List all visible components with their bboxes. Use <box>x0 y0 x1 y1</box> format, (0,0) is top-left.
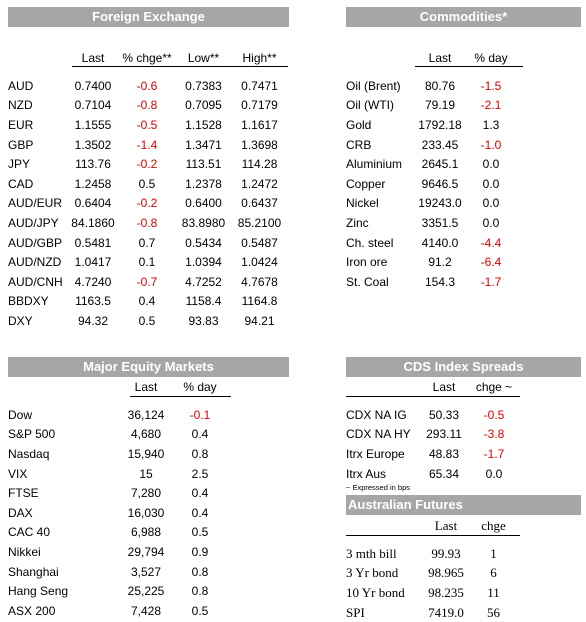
row-value: 56 <box>487 604 500 620</box>
table-row <box>8 252 288 272</box>
table-row <box>8 444 226 464</box>
row-label: CDX NA IG <box>346 407 407 422</box>
row-label: Nasdaq <box>8 446 50 461</box>
spacer-cell <box>346 68 516 76</box>
table-row <box>346 76 516 96</box>
table-row <box>8 405 226 425</box>
fx-header: Foreign Exchange <box>8 7 289 27</box>
row-value: 1.3 <box>482 117 500 132</box>
equity-header: Major Equity Markets <box>8 357 289 377</box>
row-value: 84.1860 <box>71 215 115 230</box>
row-value: 0.7400 <box>74 78 112 93</box>
spacer-cell <box>8 397 226 405</box>
futures-column-headers <box>346 516 516 536</box>
row-value: 4.7240 <box>74 274 112 289</box>
commodities-column-header: Last <box>428 51 452 65</box>
row-value: -0.8 <box>136 98 158 113</box>
table-row <box>346 213 516 233</box>
fx-column-header: % chge** <box>122 51 172 65</box>
table-row <box>8 483 226 503</box>
cds-column-header: chge ~ <box>475 380 513 394</box>
row-value: 3,527 <box>130 564 162 579</box>
fx-column-header: Last <box>81 51 105 65</box>
fx-column-header <box>8 48 68 68</box>
row-value: 0.4 <box>191 486 209 501</box>
row-label: Zinc <box>346 215 369 230</box>
row-value: 0.8 <box>191 446 209 461</box>
table-row <box>8 562 226 582</box>
row-label: 10 Yr bond <box>346 584 405 600</box>
row-value: 1.0394 <box>185 255 222 270</box>
row-value: 0.4 <box>191 505 209 520</box>
row-value: 98.965 <box>428 565 464 581</box>
cds-column-header: Last <box>432 380 456 394</box>
row-value: 233.45 <box>421 137 459 152</box>
table-row <box>8 174 288 194</box>
row-value: -0.5 <box>483 407 505 422</box>
row-value: -1.0 <box>480 137 502 152</box>
row-value: -0.7 <box>136 274 158 289</box>
row-value: 3351.5 <box>421 215 459 230</box>
row-label: AUD/EUR <box>8 196 63 211</box>
row-value: 1.0417 <box>74 255 112 270</box>
row-value: 1.1617 <box>241 117 278 132</box>
row-value: 94.32 <box>77 313 109 328</box>
row-label: Gold <box>346 117 372 132</box>
row-label: 3 Yr bond <box>346 565 399 581</box>
row-value: 1.2378 <box>185 176 222 191</box>
table-row <box>8 425 226 445</box>
equity-column-header <box>8 377 118 397</box>
row-value: 0.0 <box>482 157 500 172</box>
row-label: NZD <box>8 98 33 113</box>
row-value: 7,428 <box>130 603 162 618</box>
row-value: 80.76 <box>424 78 456 93</box>
row-value: 1.1528 <box>185 117 222 132</box>
commodities-column-header <box>346 48 414 68</box>
row-value: 0.5481 <box>74 235 112 250</box>
row-value: -6.4 <box>480 255 502 270</box>
table-row <box>8 135 288 155</box>
row-label: BBDXY <box>8 294 49 309</box>
row-label: Itrx Aus <box>346 466 387 481</box>
row-value: 91.2 <box>428 255 452 270</box>
row-value: 0.4 <box>138 294 156 309</box>
row-value: 0.0 <box>485 466 503 481</box>
row-value: 0.0 <box>482 215 500 230</box>
row-value: 0.7095 <box>185 98 222 113</box>
row-label: S&P 500 <box>8 427 56 442</box>
table-row <box>346 252 516 272</box>
row-value: 85.2100 <box>237 215 282 230</box>
row-value: 9646.5 <box>421 176 459 191</box>
commodities-column-headers <box>346 48 516 68</box>
row-label: Oil (Brent) <box>346 78 401 93</box>
row-label: St. Coal <box>346 274 389 289</box>
equity-column-header: % day <box>183 380 217 394</box>
table-row <box>346 464 518 484</box>
row-label: DAX <box>8 505 33 520</box>
futures-column-header <box>346 516 421 536</box>
row-label: CAC 40 <box>8 525 51 540</box>
spacer-cell <box>8 68 288 76</box>
row-value: 25,225 <box>127 584 165 599</box>
row-value: 11 <box>487 584 500 600</box>
row-value: 1.0424 <box>241 255 278 270</box>
row-value: -4.4 <box>480 235 502 250</box>
row-value: 293.11 <box>426 427 462 442</box>
futures-table <box>346 516 516 622</box>
commodities-table <box>346 48 516 292</box>
row-value: 113.51 <box>185 157 222 172</box>
row-label: CRB <box>346 137 372 152</box>
row-label: GBP <box>8 137 34 152</box>
futures-spacer-row <box>346 536 516 544</box>
row-value: 79.19 <box>424 98 456 113</box>
row-value: 99.93 <box>431 545 461 561</box>
row-value: 0.5 <box>191 603 209 618</box>
cds-spacer-row <box>346 397 518 405</box>
row-value: -2.1 <box>480 98 502 113</box>
row-value: 1 <box>490 545 497 561</box>
row-value: -1.4 <box>136 137 158 152</box>
row-value: 7,280 <box>130 486 162 501</box>
row-value: 15 <box>139 466 153 481</box>
futures-column-header: Last <box>434 518 458 533</box>
row-value: 0.6437 <box>241 196 278 211</box>
row-value: 0.0 <box>482 196 500 211</box>
table-row <box>346 444 518 464</box>
row-label: EUR <box>8 117 34 132</box>
futures-column-header: chge <box>481 518 506 533</box>
table-row <box>8 194 288 214</box>
table-row <box>346 233 516 253</box>
row-value: 0.5487 <box>241 235 278 250</box>
table-row <box>346 583 516 603</box>
row-value: 0.6404 <box>74 196 112 211</box>
row-label: Hang Seng <box>8 584 69 599</box>
row-value: 1.3698 <box>241 137 278 152</box>
equity-table <box>8 377 226 621</box>
table-row <box>8 464 226 484</box>
row-value: 1792.18 <box>418 117 462 132</box>
spacer-cell <box>346 397 518 405</box>
row-value: 0.5 <box>138 176 156 191</box>
table-row <box>8 115 288 135</box>
row-value: 1.2458 <box>74 176 112 191</box>
row-value: 0.7 <box>138 235 156 250</box>
futures-header: Australian Futures <box>346 495 581 515</box>
row-value: 98.235 <box>428 584 464 600</box>
row-value: 93.83 <box>188 313 219 328</box>
row-value: 29,794 <box>127 544 165 559</box>
row-value: 0.5 <box>191 525 209 540</box>
row-value: -0.6 <box>136 78 158 93</box>
row-label: SPI <box>346 604 365 620</box>
row-value: 1163.5 <box>75 294 111 309</box>
row-label: AUD/NZD <box>8 255 62 270</box>
row-label: AUD/JPY <box>8 215 59 230</box>
row-value: 0.7383 <box>185 78 222 93</box>
table-row <box>346 603 516 622</box>
table-row <box>346 174 516 194</box>
table-row <box>346 564 516 584</box>
table-row <box>8 601 226 621</box>
table-row <box>346 544 516 564</box>
row-label: VIX <box>8 466 28 481</box>
cds-column-headers <box>346 377 518 397</box>
row-value: 1.3502 <box>74 137 112 152</box>
row-value: -1.5 <box>480 78 502 93</box>
row-label: AUD/GBP <box>8 235 63 250</box>
cds-note: ~ Expressed in bps <box>346 483 410 492</box>
table-row <box>346 194 516 214</box>
table-row <box>8 76 288 96</box>
row-label: ASX 200 <box>8 603 56 618</box>
row-value: 1.3471 <box>185 137 222 152</box>
spacer-cell <box>346 536 516 544</box>
cds-header: CDS Index Spreads <box>346 357 581 377</box>
row-value: -3.8 <box>483 427 505 442</box>
row-label: Itrx Europe <box>346 446 405 461</box>
row-value: 94.21 <box>244 313 275 328</box>
table-row <box>346 96 516 116</box>
row-label: Iron ore <box>346 255 388 270</box>
row-value: -0.2 <box>136 157 158 172</box>
table-row <box>8 154 288 174</box>
row-label: Copper <box>346 176 386 191</box>
row-value: 0.8 <box>191 584 209 599</box>
equity-column-headers <box>8 377 226 397</box>
table-row <box>346 135 516 155</box>
row-value: 0.4 <box>191 427 209 442</box>
row-label: Oil (WTI) <box>346 98 394 113</box>
table-row <box>8 96 288 116</box>
table-row <box>8 503 226 523</box>
row-value: 113.76 <box>75 157 111 172</box>
row-value: 83.8980 <box>181 215 226 230</box>
table-row <box>8 292 288 312</box>
row-value: 7419.0 <box>428 604 464 620</box>
row-value: 6,988 <box>130 525 162 540</box>
row-value: 50.33 <box>428 407 460 422</box>
cds-table <box>346 377 518 483</box>
table-row <box>8 581 226 601</box>
row-value: 0.8 <box>191 564 209 579</box>
row-value: -0.8 <box>136 215 158 230</box>
table-row <box>346 154 516 174</box>
row-label: Nickel <box>346 196 379 211</box>
row-value: 4.7678 <box>241 274 278 289</box>
row-value: 0.9 <box>191 544 209 559</box>
row-value: 1.1555 <box>74 117 112 132</box>
row-label: AUD <box>8 78 34 93</box>
row-value: 0.1 <box>138 255 156 270</box>
row-value: -0.5 <box>136 117 158 132</box>
row-label: JPY <box>8 157 31 172</box>
row-value: 2645.1 <box>421 157 459 172</box>
table-row <box>8 272 288 292</box>
row-value: 154.3 <box>424 274 456 289</box>
row-value: 65.34 <box>428 466 460 481</box>
table-row <box>346 425 518 445</box>
row-value: -0.1 <box>189 407 211 422</box>
fx-column-headers <box>8 48 288 68</box>
row-label: Ch. steel <box>346 235 394 250</box>
equity-spacer-row <box>8 397 226 405</box>
row-label: AUD/CNH <box>8 274 63 289</box>
table-row <box>8 523 226 543</box>
row-value: 4,680 <box>130 427 162 442</box>
table-row <box>8 233 288 253</box>
table-row <box>346 115 516 135</box>
row-value: 6 <box>490 565 497 581</box>
row-label: Shanghai <box>8 564 59 579</box>
row-value: -1.7 <box>480 274 502 289</box>
commodities-spacer-row <box>346 68 516 76</box>
row-value: 48.83 <box>428 446 460 461</box>
row-value: 0.5434 <box>185 235 222 250</box>
commodities-column-header: % day <box>474 51 508 65</box>
row-value: 0.5 <box>138 313 156 328</box>
row-value: 36,124 <box>127 407 165 422</box>
row-value: 0.0 <box>482 176 500 191</box>
row-value: 19243.0 <box>418 196 462 211</box>
table-row <box>346 272 516 292</box>
row-label: Nikkei <box>8 544 41 559</box>
table-row <box>8 213 288 233</box>
row-value: 0.7471 <box>241 78 278 93</box>
commodities-header: Commodities* <box>346 7 581 27</box>
fx-table <box>8 48 288 331</box>
row-value: 1158.4 <box>185 294 222 309</box>
fx-spacer-row <box>8 68 288 76</box>
table-row <box>8 311 288 331</box>
row-value: 15,940 <box>127 446 165 461</box>
table-row <box>8 542 226 562</box>
row-value: -0.2 <box>136 196 158 211</box>
table-row <box>346 405 518 425</box>
row-value: 4.7252 <box>185 274 222 289</box>
row-value: 4140.0 <box>421 235 459 250</box>
cds-column-header <box>346 377 418 397</box>
equity-column-header: Last <box>134 380 158 394</box>
row-value: 2.5 <box>191 466 209 481</box>
row-value: 114.28 <box>241 157 278 172</box>
fx-column-header: High** <box>242 51 277 65</box>
row-value: 0.7179 <box>241 98 278 113</box>
fx-column-header: Low** <box>187 51 220 65</box>
row-label: Dow <box>8 407 33 422</box>
row-value: 0.7104 <box>74 98 112 113</box>
row-value: 1.2472 <box>241 176 278 191</box>
row-value: -1.7 <box>483 446 505 461</box>
row-label: FTSE <box>8 486 39 501</box>
row-label: CAD <box>8 176 34 191</box>
row-value: 0.6400 <box>185 196 222 211</box>
row-label: CDX NA HY <box>346 427 411 442</box>
row-value: 1164.8 <box>241 294 278 309</box>
row-label: DXY <box>8 313 33 328</box>
row-label: 3 mth bill <box>346 545 397 561</box>
row-value: 16,030 <box>127 505 165 520</box>
row-label: Aluminium <box>346 157 403 172</box>
